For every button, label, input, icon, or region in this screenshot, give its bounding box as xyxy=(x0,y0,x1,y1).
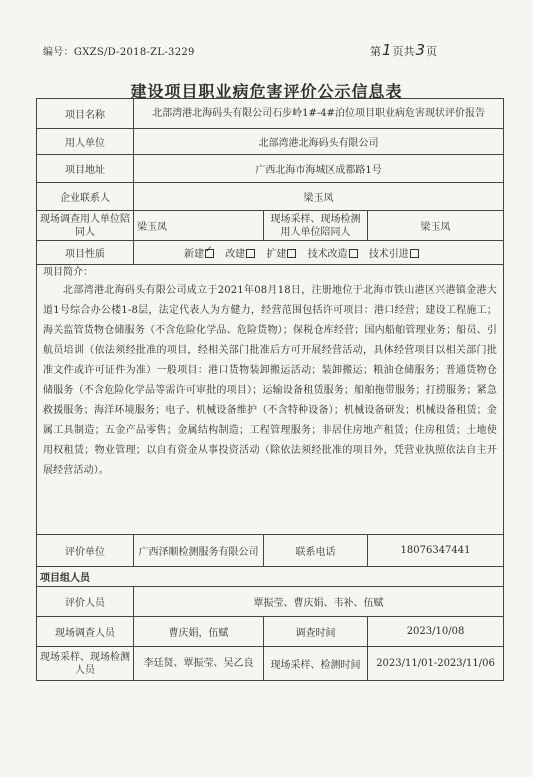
nature-option-label: 扩建 xyxy=(266,249,287,260)
phone-label: 联系电话 xyxy=(264,535,368,567)
evaluator-unit-value: 广西泽顺检测服务有限公司 xyxy=(134,535,264,567)
survey-companion-label: 现场调查用人单位陪同人 xyxy=(37,211,134,241)
page-current: 1 xyxy=(382,41,392,59)
page-indicator-prefix: 第 xyxy=(370,45,381,58)
employer-label: 用人单位 xyxy=(37,129,134,155)
nature-label: 项目性质 xyxy=(37,241,134,265)
checkbox-checked-icon[interactable] xyxy=(205,249,214,258)
team-heading: 项目组人员 xyxy=(37,567,504,587)
nature-option-tech-import[interactable] xyxy=(369,249,419,260)
nature-option-tech-upgrade[interactable] xyxy=(308,249,358,260)
sampling-time-value: 2023/11/01-2023/11/06 xyxy=(368,647,504,681)
address-label: 项目地址 xyxy=(37,155,134,183)
project-intro-text: 北部湾港北海码头有限公司成立于2021年08月18日，注册地位于北海市铁山港区兴港镇金港大道1号综合办公楼1-8层，法定代表人为方健力，经营范围包括许可项目：港口经营；建设工程施工；海关监管货物仓储服务（不含危险化学品、危险货物）；保税仓库经营；国内船舶管理业务；船员、引航员培训（依法须经批准的项目，经相关部门批准后方可开展经营活动，具体经营项目以相关部门批准文件或许可证件为准）一般项目：港口货物装卸搬运活动；装卸搬运；粮油仓储服务；普通货物仓储服务（不含危险化学品等需许可审批的项目）；运输设备租赁服务；船舶拖带服务；打捞服务；紧急救援服务；海洋环境服务；电子、机械设备维护（不含特种设备）；机械设备研发；机械设备租赁；金属工具制造；五金产品零售；金属结构制造；工程管理服务；非居住房地产租赁；住房租赁；土地使用权租赁；物业管理；以自有资金从事投资活动（除依法须经批准的项目外，凭营业执照依法自主开展经营活动）。 xyxy=(43,285,498,476)
contact-value: 梁玉凤 xyxy=(134,183,504,211)
employer-value: 北部湾港北海码头有限公司 xyxy=(134,129,504,155)
address-value: 广西北海市海城区成都路1号 xyxy=(134,155,504,183)
nature-option-label: 新建 xyxy=(184,249,204,260)
disclosure-form xyxy=(36,98,504,681)
document-number: 编号：GXZS/D-2018-ZL-3229 xyxy=(43,47,195,58)
page-indicator-mid: 页共 xyxy=(392,45,415,58)
page-total: 3 xyxy=(415,41,426,59)
page-indicator xyxy=(370,41,437,59)
project-intro xyxy=(37,265,504,535)
sampling-companion-label: 现场采样、现场检测用人单位陪同人 xyxy=(264,211,368,241)
survey-companion-value: 梁玉凤 xyxy=(134,211,264,241)
evaluators-label: 评价人员 xyxy=(37,587,134,617)
nature-option-new[interactable] xyxy=(184,249,214,260)
sampling-staff-label: 现场采样、现场检测人员 xyxy=(37,647,134,681)
nature-option-rebuild[interactable] xyxy=(225,249,255,260)
sampling-time-label: 现场采样、检测时间 xyxy=(264,647,368,681)
project-name-label: 项目名称 xyxy=(37,99,134,129)
survey-time-value: 2023/10/08 xyxy=(368,617,504,647)
evaluator-unit-label: 评价单位 xyxy=(37,535,134,567)
contact-label: 企业联系人 xyxy=(37,183,134,211)
nature-option-label: 改建 xyxy=(225,249,246,260)
checkbox-icon[interactable] xyxy=(246,249,255,258)
nature-option-label: 技术引进 xyxy=(368,249,409,260)
project-name-value: 北部湾港北海码头有限公司石步岭1#-4#泊位项目职业病危害现状评价报告 xyxy=(134,99,504,129)
sampling-companion-value: 梁玉凤 xyxy=(368,211,504,241)
checkbox-icon[interactable] xyxy=(287,249,296,258)
nature-option-label: 技术改造 xyxy=(307,249,348,260)
phone-value: 18076347441 xyxy=(368,535,504,567)
evaluators-value: 覃振莹、曹庆娟、韦补、伍赋 xyxy=(134,587,504,617)
survey-staff-value: 曹庆娟，伍赋 xyxy=(134,617,264,647)
checkbox-icon[interactable] xyxy=(349,249,358,258)
project-intro-heading: 项目简介： xyxy=(43,267,93,278)
survey-staff-label: 现场调查人员 xyxy=(37,617,134,647)
checkbox-icon[interactable] xyxy=(410,249,419,258)
nature-option-expand[interactable] xyxy=(266,249,296,260)
page-indicator-suffix: 页 xyxy=(426,45,438,58)
survey-time-label: 调查时间 xyxy=(264,617,368,647)
page-title: 建设项目职业病危害评价公示信息表 xyxy=(130,82,403,101)
sampling-staff-value: 李廷贤、覃振莹、吴乙良 xyxy=(134,647,264,681)
nature-options xyxy=(134,241,504,265)
